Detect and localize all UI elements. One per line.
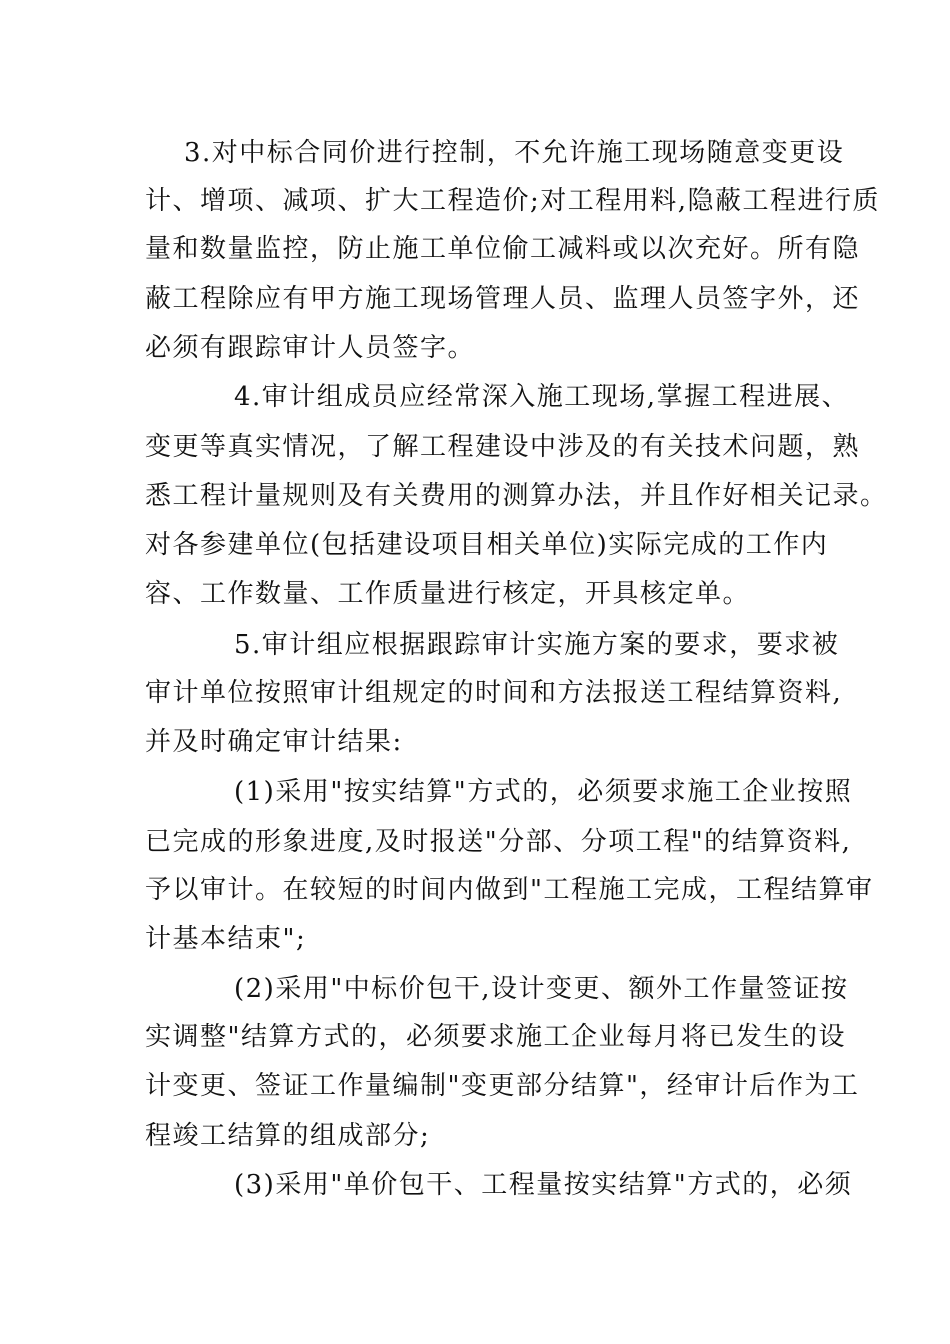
paragraph-3-line-5: 必须有跟踪审计人员签字。 xyxy=(145,333,476,363)
item-2-line-4: 程竣工结算的组成部分; xyxy=(145,1121,431,1151)
item-2-line-1: (2)采用"中标价包干,设计变更、额外工作量签证按 xyxy=(234,974,849,1004)
paragraph-5-line-2: 审计单位按照审计组规定的时间和方法报送工程结算资料, xyxy=(145,678,843,708)
paragraph-4-line-4: 对各参建单位(包括建设项目相关单位)实际完成的工作内 xyxy=(145,530,829,560)
item-1-line-1: (1)采用"按实结算"方式的，必须要求施工企业按照 xyxy=(234,777,853,807)
item-1-line-3: 予以审计。在较短的时间内做到"工程施工完成，工程结算审 xyxy=(145,875,874,905)
paragraph-4-line-3: 悉工程计量规则及有关费用的测算办法，并且作好相关记录。 xyxy=(145,481,888,511)
paragraph-4-line-2: 变更等真实情况，了解工程建设中涉及的有关技术问题，熟 xyxy=(145,432,861,462)
paragraph-4-line-1: 4.审计组成员应经常深入施工现场,掌握工程进展、 xyxy=(234,382,850,412)
paragraph-3-line-4: 蔽工程除应有甲方施工现场管理人员、监理人员签字外，还 xyxy=(145,284,861,314)
paragraph-5-line-3: 并及时确定审计结果: xyxy=(145,727,403,757)
paragraph-3-line-1: 3.对中标合同价进行控制，不允许施工现场随意变更设 xyxy=(184,138,845,168)
paragraph-3-line-2: 计、增项、减项、扩大工程造价;对工程用料,隐蔽工程进行质 xyxy=(145,186,881,216)
item-2-line-2: 实调整"结算方式的，必须要求施工企业每月将已发生的设 xyxy=(145,1022,846,1052)
paragraph-5-line-1: 5.审计组应根据跟踪审计实施方案的要求，要求被 xyxy=(234,630,840,660)
item-1-line-4: 计基本结束"; xyxy=(145,924,307,954)
item-3-line-1: (3)采用"单价包干、工程量按实结算"方式的，必须 xyxy=(234,1170,853,1200)
item-1-line-2: 已完成的形象进度,及时报送"分部、分项工程"的结算资料, xyxy=(145,827,852,857)
item-2-line-3: 计变更、签证工作量编制"变更部分结算"，经审计后作为工 xyxy=(145,1071,860,1101)
paragraph-4-line-5: 容、工作数量、工作质量进行核定，开具核定单。 xyxy=(145,579,751,609)
paragraph-3-line-3: 量和数量监控，防止施工单位偷工减料或以次充好。所有隐 xyxy=(145,234,861,264)
